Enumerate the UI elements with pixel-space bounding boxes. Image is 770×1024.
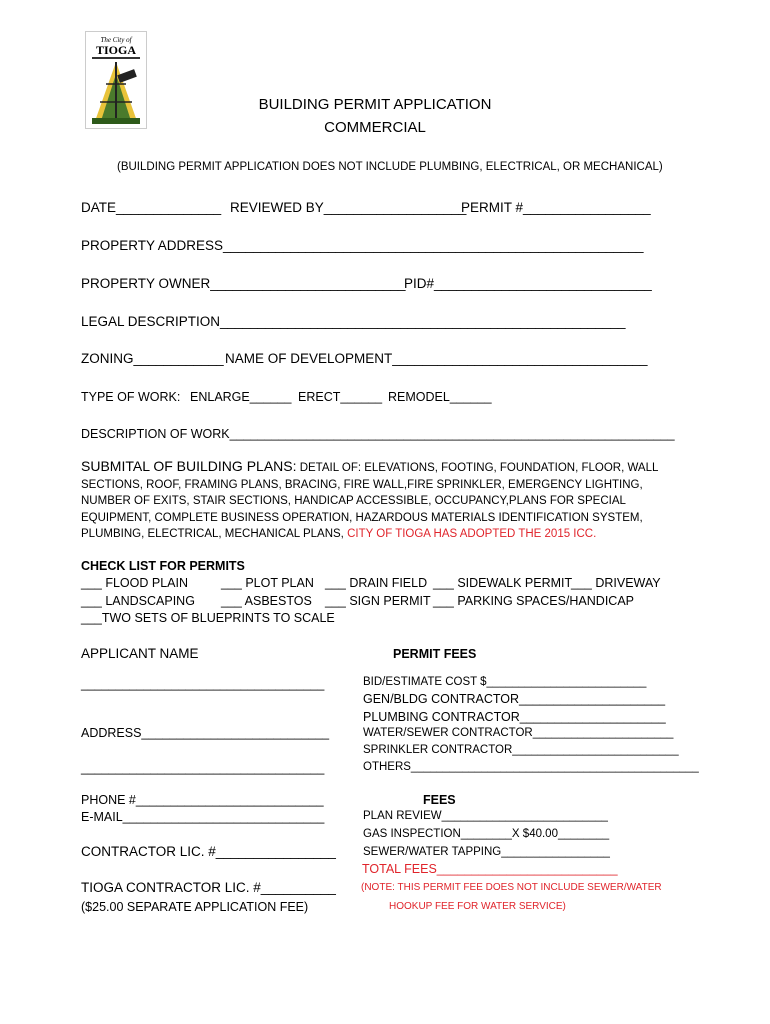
page-title: BUILDING PERMIT APPLICATION bbox=[258, 96, 492, 113]
email-field[interactable]: E-MAIL_____________________________ bbox=[81, 810, 325, 824]
submittal-code-note: CITY OF TIOGA HAS ADOPTED THE 2015 ICC. bbox=[347, 528, 597, 540]
submittal-body: DETAIL OF: ELEVATIONS, FOOTING, FOUNDATION, FLOOR, WALL SECTIONS, ROOF, FRAMING PLANS, BRACING, FIRE WALL,FIRE SPRINKLER, EMERGENCY LIGHTING, NUMBER OF EXITS, STAIR SECTIONS, HANDICAP ACCESSIBLE, OCCUPANCY,PLANS FOR SPECIAL EQUIPMENT, COMPLETE BUSINESS OPERATION, HAZARDOUS MATERIALS IDENTIFICATION SYSTEM, PLUMBING, ELECTRICAL, MECHANICAL PLANS, bbox=[81, 462, 658, 540]
checklist-sidewalk-permit[interactable]: ___ SIDEWALK PERMIT bbox=[433, 576, 573, 590]
oil-derrick-icon bbox=[86, 32, 146, 128]
checklist-driveway[interactable]: ___ DRIVEWAY bbox=[571, 576, 661, 590]
applicant-address-line2-field[interactable]: ___________________________________ bbox=[81, 761, 325, 775]
legal-description-field[interactable]: LEGAL DESCRIPTION______________________________________________________ bbox=[81, 314, 626, 329]
enlarge-field[interactable]: ENLARGE______ bbox=[190, 390, 292, 404]
total-fees-field[interactable]: TOTAL FEES__________________________ bbox=[362, 862, 618, 876]
gen-bldg-contractor-field[interactable]: GEN/BLDG CONTRACTOR_____________________ bbox=[363, 692, 666, 706]
property-address-field[interactable]: PROPERTY ADDRESS________________________________________________________ bbox=[81, 238, 644, 253]
tioga-contractor-license-field[interactable]: TIOGA CONTRACTOR LIC. #__________ bbox=[81, 880, 336, 895]
description-of-work-field[interactable]: DESCRIPTION OF WORK________________________________________________________________ bbox=[81, 427, 675, 441]
checklist-heading: CHECK LIST FOR PERMITS bbox=[81, 559, 245, 573]
svg-text:TIOGA: TIOGA bbox=[95, 43, 137, 57]
erect-field[interactable]: ERECT______ bbox=[298, 390, 383, 404]
date-field[interactable]: DATE______________ bbox=[81, 200, 222, 215]
reviewed-by-field[interactable]: REVIEWED BY___________________ bbox=[230, 200, 467, 215]
plumbing-contractor-field[interactable]: PLUMBING CONTRACTOR_____________________ bbox=[363, 710, 666, 724]
applicant-name-field[interactable]: ___________________________________ bbox=[81, 677, 325, 691]
fee-note-line2: HOOKUP FEE FOR WATER SERVICE) bbox=[389, 901, 566, 912]
svg-text:The City of: The City of bbox=[100, 36, 132, 44]
sprinkler-contractor-field[interactable]: SPRINKLER CONTRACTOR__________________________ bbox=[363, 744, 679, 756]
applicant-address-field[interactable]: ADDRESS___________________________ bbox=[81, 726, 330, 740]
permit-fees-heading: PERMIT FEES bbox=[393, 647, 477, 661]
others-field[interactable]: OTHERS_____________________________________________ bbox=[363, 761, 699, 773]
pid-field[interactable]: PID#_____________________________ bbox=[404, 276, 652, 291]
separate-fee-note: ($25.00 SEPARATE APPLICATION FEE) bbox=[81, 900, 309, 914]
checklist-drain-field[interactable]: ___ DRAIN FIELD bbox=[325, 576, 428, 590]
property-owner-field[interactable]: PROPERTY OWNER__________________________ bbox=[81, 276, 406, 291]
checklist-flood-plain[interactable]: ___ FLOOD PLAIN bbox=[81, 576, 188, 590]
type-of-work-label: TYPE OF WORK: bbox=[81, 390, 181, 404]
gas-inspection-field[interactable]: GAS INSPECTION________X $40.00________ bbox=[363, 828, 610, 840]
submittal-lead: SUBMITAL OF BUILDING PLANS: bbox=[81, 458, 297, 474]
name-of-development-field[interactable]: NAME OF DEVELOPMENT__________________________________ bbox=[225, 351, 648, 366]
fees-heading: FEES bbox=[423, 793, 456, 807]
water-sewer-contractor-field[interactable]: WATER/SEWER CONTRACTOR______________________ bbox=[363, 727, 674, 739]
city-of-tioga-logo bbox=[85, 31, 147, 129]
page-subtitle: COMMERCIAL bbox=[324, 119, 426, 136]
permit-number-field[interactable]: PERMIT #_________________ bbox=[461, 200, 651, 215]
bid-estimate-cost-field[interactable]: BID/ESTIMATE COST $_________________________ bbox=[363, 676, 647, 688]
checklist-plot-plan[interactable]: ___ PLOT PLAN bbox=[221, 576, 314, 590]
contractor-license-field[interactable]: CONTRACTOR LIC. #________________ bbox=[81, 844, 336, 859]
checklist-parking-spaces[interactable]: ___ PARKING SPACES/HANDICAP bbox=[433, 594, 634, 608]
fee-note-line1: (NOTE: THIS PERMIT FEE DOES NOT INCLUDE SEWER/WATER bbox=[361, 882, 662, 893]
zoning-field[interactable]: ZONING____________ bbox=[81, 351, 224, 366]
sewer-water-tapping-field[interactable]: SEWER/WATER TAPPING_________________ bbox=[363, 846, 610, 858]
plan-review-field[interactable]: PLAN REVIEW__________________________ bbox=[363, 810, 608, 822]
applicant-name-label: APPLICANT NAME bbox=[81, 646, 199, 661]
checklist-sign-permit[interactable]: ___ SIGN PERMIT bbox=[325, 594, 431, 608]
remodel-field[interactable]: REMODEL______ bbox=[388, 390, 492, 404]
header-note: (BUILDING PERMIT APPLICATION DOES NOT INCLUDE PLUMBING, ELECTRICAL, OR MECHANICAL) bbox=[117, 161, 663, 173]
checklist-landscaping[interactable]: ___ LANDSCAPING bbox=[81, 594, 195, 608]
phone-field[interactable]: PHONE #___________________________ bbox=[81, 793, 324, 807]
checklist-blueprints[interactable]: ___TWO SETS OF BLUEPRINTS TO SCALE bbox=[81, 611, 335, 625]
submittal-paragraph bbox=[81, 458, 691, 543]
checklist-asbestos[interactable]: ___ ASBESTOS bbox=[221, 594, 312, 608]
